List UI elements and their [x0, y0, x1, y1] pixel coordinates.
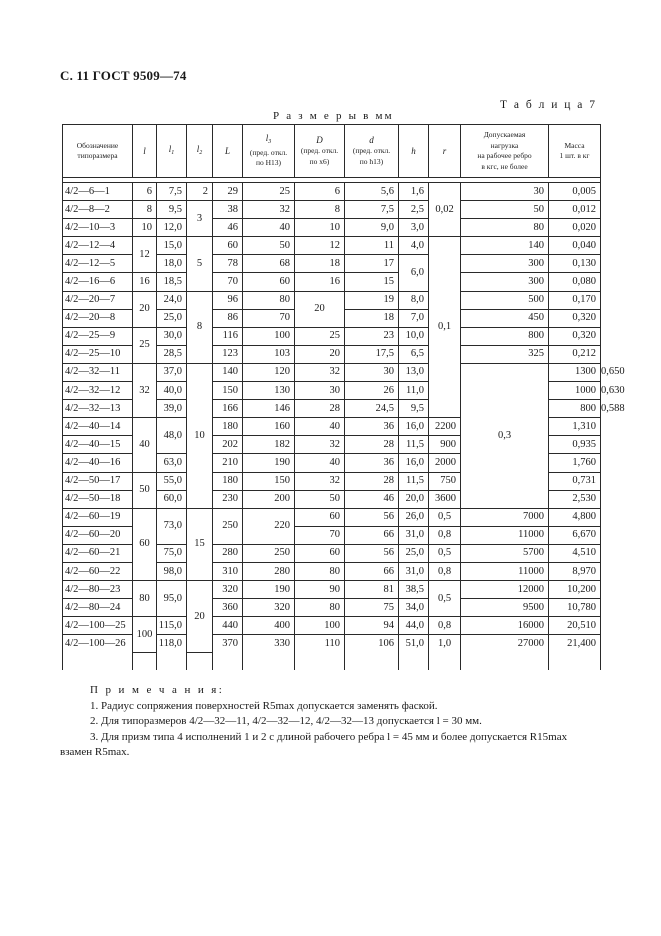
- cell-mass: 0,012: [549, 201, 601, 219]
- cell-d: 9,0: [345, 219, 399, 237]
- col-h: h: [399, 125, 429, 178]
- cell-D: 90: [295, 581, 345, 599]
- col-D: D (пред. откл. по x6): [295, 125, 345, 178]
- cell-h: 13,0: [399, 363, 429, 381]
- col-d: d (пред. откл. по h13): [345, 125, 399, 178]
- cell-h: 25,0: [399, 544, 429, 562]
- cell-l3: 146: [243, 400, 295, 418]
- cell-code: 4/2—25—9: [63, 327, 133, 345]
- cell-l3: 70: [243, 309, 295, 327]
- cell-L: 150: [213, 382, 243, 400]
- note-2: 2. Для типоразмеров 4/2—32—11, 4/2—32—12, 4/2—32—13 допускается l = 30 мм.: [90, 715, 482, 727]
- cell-l3: 130: [243, 382, 295, 400]
- cell-mass: 0,130: [549, 255, 601, 273]
- cell-l1: 118,0: [157, 635, 187, 653]
- cell-d: 56: [345, 508, 399, 526]
- cell-load: 325: [461, 345, 549, 363]
- cell-d: 30: [345, 363, 399, 381]
- cell-L: 320: [213, 581, 243, 599]
- cell-D: 8: [295, 201, 345, 219]
- cell-L: 210: [213, 454, 243, 472]
- cell-mass: 6,670: [549, 526, 601, 544]
- cell-load: 11000: [461, 562, 549, 580]
- cell-d: 46: [345, 490, 399, 508]
- cell-l1: 24,0: [157, 291, 187, 309]
- cell-L: 280: [213, 544, 243, 562]
- cell-code: 4/2—60—19: [63, 508, 133, 526]
- cell-h: 16,0: [399, 454, 429, 472]
- cell-D: 30: [295, 382, 345, 400]
- cell-L: 70: [213, 273, 243, 291]
- col-load: Допускаемая нагрузка на рабочее ребро в кгс, не более: [461, 125, 549, 178]
- cell-mass: 4,510: [549, 544, 601, 562]
- cell-h: 38,5: [399, 581, 429, 599]
- table-row: [63, 183, 601, 201]
- cell-l1: 75,0: [157, 544, 187, 562]
- cell-D: 16: [295, 273, 345, 291]
- cell-l1: 63,0: [157, 454, 187, 472]
- cell-D: 80: [295, 562, 345, 580]
- cell-l1: 115,0: [157, 617, 187, 635]
- cell-code: 4/2—40—15: [63, 436, 133, 454]
- cell-l: 25: [133, 327, 157, 363]
- cell-mass: 0,212: [549, 345, 601, 363]
- cell-l1: 28,5: [157, 345, 187, 363]
- cell-l: 16: [133, 273, 157, 291]
- cell-code: 4/2—32—13: [63, 400, 133, 418]
- cell-L: 360: [213, 599, 243, 617]
- cell-D: 40: [295, 454, 345, 472]
- cell-mass: 2,530: [549, 490, 601, 508]
- table-row: [63, 201, 601, 219]
- cell-l1: 73,0: [157, 508, 187, 544]
- cell-l: 40: [133, 418, 157, 472]
- col-l3: $l_3$ (пред. откл. по H13): [243, 125, 295, 178]
- cell-l3: 32: [243, 201, 295, 219]
- cell-code: 4/2—16—6: [63, 273, 133, 291]
- table-row: [63, 273, 601, 291]
- cell-l1: 37,0: [157, 363, 187, 381]
- cell-d: 66: [345, 562, 399, 580]
- cell-d: 106: [345, 635, 399, 653]
- cell-l3: 50: [243, 237, 295, 255]
- cell-L: 440: [213, 617, 243, 635]
- cell-l3: 320: [243, 599, 295, 617]
- cell-code: 4/2—20—8: [63, 309, 133, 327]
- cell-h: 10,0: [399, 327, 429, 345]
- cell-l3: 182: [243, 436, 295, 454]
- cell-load: 800: [461, 327, 549, 345]
- cell-d: 28: [345, 472, 399, 490]
- cell-d: 17: [345, 255, 399, 273]
- cell-L: 123: [213, 345, 243, 363]
- cell-h: 16,0: [399, 418, 429, 436]
- cell-code: 4/2—60—20: [63, 526, 133, 544]
- cell-L: 166: [213, 400, 243, 418]
- cell-h: 7,0: [399, 309, 429, 327]
- cell-l3: 103: [243, 345, 295, 363]
- cell-d: 5,6: [345, 183, 399, 201]
- cell-r: 0,8: [429, 617, 461, 635]
- cell-l: 60: [133, 508, 157, 580]
- cell-L: 38: [213, 201, 243, 219]
- cell-code: 4/2—32—11: [63, 363, 133, 381]
- cell-l1: 48,0: [157, 418, 187, 454]
- cell-D: 100: [295, 617, 345, 635]
- cell-code: 4/2—100—25: [63, 617, 133, 635]
- cell-l2: 3: [187, 201, 213, 237]
- note-3-line-2: взамен R5max.: [60, 746, 130, 758]
- cell-h: 1,6: [399, 183, 429, 201]
- cell-mass: 0,320: [549, 309, 601, 327]
- cell-mass: 0,170: [549, 291, 601, 309]
- cell-l: 80: [133, 581, 157, 617]
- cell-l1: 55,0: [157, 472, 187, 490]
- cell-l3: 160: [243, 418, 295, 436]
- cell-h: 31,0: [399, 562, 429, 580]
- cell-code: 4/2—20—7: [63, 291, 133, 309]
- cell-L: 78: [213, 255, 243, 273]
- table-row: 4/2—32—12 40,0 150 130 30 26 11,0 1000 0,630: [63, 382, 601, 400]
- cell-r: 0,5: [429, 544, 461, 562]
- cell-l2: 10: [187, 363, 213, 508]
- cell-l1: 39,0: [157, 400, 187, 418]
- cell-L: 60: [213, 237, 243, 255]
- cell-l3: 100: [243, 327, 295, 345]
- cell-code: 4/2—32—12: [63, 382, 133, 400]
- cell-L: 180: [213, 472, 243, 490]
- col-L: L: [213, 125, 243, 178]
- cell-mass: 10,200: [549, 581, 601, 599]
- col-l2: $l_2$: [187, 125, 213, 178]
- cell-l3: 190: [243, 454, 295, 472]
- cell-L: 29: [213, 183, 243, 201]
- cell-l2: 15: [187, 508, 213, 580]
- cell-l3: 60: [243, 273, 295, 291]
- cell-mass: 4,800: [549, 508, 601, 526]
- table-header-row: [63, 125, 601, 178]
- cell-d: 18: [345, 309, 399, 327]
- cell-D: 32: [295, 363, 345, 381]
- cell-L: 370: [213, 635, 243, 653]
- cell-code: 4/2—10—3: [63, 219, 133, 237]
- col-mass: Масса 1 шт. в кг: [549, 125, 601, 178]
- table-row: 4/2—32—11 32 37,0 10 140 120 32 30 13,0 0,3 1300 0,650: [63, 363, 601, 381]
- cell-load: 300: [461, 273, 549, 291]
- cell-D: 110: [295, 635, 345, 653]
- cell-code: 4/2—60—22: [63, 562, 133, 580]
- cell-load: 750: [429, 472, 461, 490]
- cell-mass: 0,005: [549, 183, 601, 201]
- cell-code: 4/2—25—10: [63, 345, 133, 363]
- cell-L: 202: [213, 436, 243, 454]
- cell-load: 50: [461, 201, 549, 219]
- cell-load: 11000: [461, 526, 549, 544]
- cell-L: 180: [213, 418, 243, 436]
- cell-D: 50: [295, 490, 345, 508]
- cell-l1: 98,0: [157, 562, 187, 580]
- col-r: r: [429, 125, 461, 178]
- cell-code: 4/2—50—17: [63, 472, 133, 490]
- cell-l3: 190: [243, 581, 295, 599]
- cell-d: 26: [345, 382, 399, 400]
- sizes-label: Р а з м е р ы в мм: [273, 110, 394, 122]
- cell-D: 32: [295, 472, 345, 490]
- table-row: [63, 508, 601, 526]
- table-row: [63, 291, 601, 309]
- cell-mass: 10,780: [549, 599, 601, 617]
- cell-L: 310: [213, 562, 243, 580]
- cell-h: 26,0: [399, 508, 429, 526]
- cell-D: 60: [295, 544, 345, 562]
- cell-d: 56: [345, 544, 399, 562]
- cell-code: 4/2—80—23: [63, 581, 133, 599]
- cell-l1: 40,0: [157, 382, 187, 400]
- cell-mass: 0,935: [549, 436, 601, 454]
- cell-load: 1300: [549, 363, 601, 381]
- cell-h: 11,5: [399, 436, 429, 454]
- cell-load: 9500: [461, 599, 549, 617]
- cell-mass: 0,080: [549, 273, 601, 291]
- table-bottom-pad: [63, 652, 601, 670]
- cell-r: 0,02: [429, 183, 461, 237]
- cell-d: 75: [345, 599, 399, 617]
- cell-mass: 0,040: [549, 237, 601, 255]
- cell-code: 4/2—12—4: [63, 237, 133, 255]
- cell-l2: 2: [187, 183, 213, 201]
- cell-load: 500: [461, 291, 549, 309]
- cell-L: 46: [213, 219, 243, 237]
- cell-r: 0,8: [429, 562, 461, 580]
- cell-r: 0,1: [429, 237, 461, 418]
- cell-l: 50: [133, 472, 157, 508]
- cell-load: 7000: [461, 508, 549, 526]
- cell-load: 800: [549, 400, 601, 418]
- cell-code: 4/2—100—26: [63, 635, 133, 653]
- cell-code: 4/2—50—18: [63, 490, 133, 508]
- cell-mass: 20,510: [549, 617, 601, 635]
- cell-D: 20: [295, 345, 345, 363]
- cell-D: 40: [295, 418, 345, 436]
- dimensions-table: [62, 124, 625, 670]
- cell-h: 3,0: [399, 219, 429, 237]
- cell-h: 4,0: [399, 237, 429, 255]
- cell-D: 70: [295, 526, 345, 544]
- cell-l3: 280: [243, 562, 295, 580]
- cell-l1: 25,0: [157, 309, 187, 327]
- cell-mass: 0,020: [549, 219, 601, 237]
- cell-d: 15: [345, 273, 399, 291]
- col-l1: $l_1$: [157, 125, 187, 178]
- cell-h: 6,5: [399, 345, 429, 363]
- cell-l: 6: [133, 183, 157, 201]
- cell-code: 4/2—40—16: [63, 454, 133, 472]
- cell-r: 0,5: [429, 508, 461, 526]
- cell-D: 28: [295, 400, 345, 418]
- cell-h: 11,0: [399, 382, 429, 400]
- cell-code: 4/2—60—21: [63, 544, 133, 562]
- cell-d: 19: [345, 291, 399, 309]
- cell-D: 18: [295, 255, 345, 273]
- cell-D: 12: [295, 237, 345, 255]
- cell-l3: 250: [243, 544, 295, 562]
- cell-L: 86: [213, 309, 243, 327]
- cell-h: 31,0: [399, 526, 429, 544]
- cell-l: 100: [133, 617, 157, 653]
- cell-d: 17,5: [345, 345, 399, 363]
- cell-l: 12: [133, 237, 157, 273]
- cell-code: 4/2—40—14: [63, 418, 133, 436]
- col-designation: Обозначение типоразмера: [63, 125, 133, 178]
- cell-l2: 20: [187, 581, 213, 653]
- cell-d: 7,5: [345, 201, 399, 219]
- cell-l1: 30,0: [157, 327, 187, 345]
- cell-d: 94: [345, 617, 399, 635]
- cell-D: 80: [295, 599, 345, 617]
- cell-L: 250: [213, 508, 243, 544]
- cell-L: 96: [213, 291, 243, 309]
- cell-code: 4/2—8—2: [63, 201, 133, 219]
- table-row: [63, 219, 601, 237]
- cell-load: 2000: [429, 454, 461, 472]
- cell-l3: 150: [243, 472, 295, 490]
- cell-h: 34,0: [399, 599, 429, 617]
- cell-h: 2,5: [399, 201, 429, 219]
- cell-d: 36: [345, 454, 399, 472]
- cell-l2: 8: [187, 291, 213, 363]
- note-3-line-1: 3. Для призм типа 4 исполнений 1 и 2 с длиной рабочего ребра l = 45 мм и более допускается R15max: [90, 730, 568, 743]
- table-caption: Т а б л и ц а 7: [500, 99, 598, 111]
- cell-h: 6,0: [399, 255, 429, 291]
- cell-r: 1,0: [429, 635, 461, 653]
- cell-mass: 0,731: [549, 472, 601, 490]
- cell-load: 3600: [429, 490, 461, 508]
- cell-D: 25: [295, 327, 345, 345]
- cell-r: 0,8: [429, 526, 461, 544]
- cell-code: 4/2—6—1: [63, 183, 133, 201]
- table-row: [63, 581, 601, 599]
- cell-d: 81: [345, 581, 399, 599]
- cell-l: 32: [133, 363, 157, 417]
- cell-l: 20: [133, 291, 157, 327]
- cell-load: 140: [461, 237, 549, 255]
- cell-l1: 7,5: [157, 183, 187, 201]
- cell-l1: 18,5: [157, 273, 187, 291]
- cell-h: 9,5: [399, 400, 429, 418]
- cell-L: 230: [213, 490, 243, 508]
- cell-l3: 220: [243, 508, 295, 544]
- table-row: [63, 617, 601, 635]
- cell-load: 16000: [461, 617, 549, 635]
- cell-mass: 21,400: [549, 635, 601, 653]
- col-l: l: [133, 125, 157, 178]
- cell-load: 2200: [429, 418, 461, 436]
- cell-d: 66: [345, 526, 399, 544]
- cell-l1: 60,0: [157, 490, 187, 508]
- cell-L: 140: [213, 363, 243, 381]
- cell-l3: 80: [243, 291, 295, 309]
- cell-h: 44,0: [399, 617, 429, 635]
- cell-l2: 5: [187, 237, 213, 291]
- table-row: [63, 327, 601, 345]
- cell-h: 8,0: [399, 291, 429, 309]
- cell-load: 300: [461, 255, 549, 273]
- cell-l3: 40: [243, 219, 295, 237]
- notes-title: П р и м е ч а н и я:: [90, 684, 225, 696]
- cell-D: 10: [295, 219, 345, 237]
- cell-load: 80: [461, 219, 549, 237]
- cell-r: 0,3: [461, 363, 549, 508]
- cell-mass: 0,320: [549, 327, 601, 345]
- cell-l3: 330: [243, 635, 295, 653]
- cell-l3: 400: [243, 617, 295, 635]
- cell-D: 60: [295, 508, 345, 526]
- cell-h: 11,5: [399, 472, 429, 490]
- cell-code: 4/2—12—5: [63, 255, 133, 273]
- cell-D: 32: [295, 436, 345, 454]
- cell-l1: 9,5: [157, 201, 187, 219]
- cell-L: 116: [213, 327, 243, 345]
- cell-mass: 1,310: [549, 418, 601, 436]
- cell-load: 5700: [461, 544, 549, 562]
- cell-l: 10: [133, 219, 157, 237]
- cell-d: 24,5: [345, 400, 399, 418]
- cell-D: 6: [295, 183, 345, 201]
- cell-d: 11: [345, 237, 399, 255]
- cell-r: 0,5: [429, 581, 461, 617]
- cell-load: 27000: [461, 635, 549, 653]
- page-header: С. 11 ГОСТ 9509—74: [60, 68, 187, 83]
- cell-mass: 1,760: [549, 454, 601, 472]
- notes: [60, 683, 568, 761]
- cell-l1: 18,0: [157, 255, 187, 273]
- cell-load: 30: [461, 183, 549, 201]
- cell-l: 8: [133, 201, 157, 219]
- cell-d: 23: [345, 327, 399, 345]
- table-row: [63, 237, 601, 255]
- cell-l3: 25: [243, 183, 295, 201]
- cell-D: 20: [295, 291, 345, 327]
- cell-load: 1000: [549, 382, 601, 400]
- cell-l3: 200: [243, 490, 295, 508]
- cell-d: 28: [345, 436, 399, 454]
- cell-h: 51,0: [399, 635, 429, 653]
- cell-code: 4/2—80—24: [63, 599, 133, 617]
- cell-l1: 12,0: [157, 219, 187, 237]
- cell-load: 450: [461, 309, 549, 327]
- cell-d: 36: [345, 418, 399, 436]
- table-row: 4/2—32—13 39,0 166 146 28 24,5 9,5 800 0,588: [63, 400, 601, 418]
- cell-load: 900: [429, 436, 461, 454]
- cell-l1: 15,0: [157, 237, 187, 255]
- cell-l3: 68: [243, 255, 295, 273]
- cell-h: 20,0: [399, 490, 429, 508]
- cell-mass: 8,970: [549, 562, 601, 580]
- cell-l3: 120: [243, 363, 295, 381]
- cell-l1: 95,0: [157, 581, 187, 617]
- cell-load: 12000: [461, 581, 549, 599]
- note-1: 1. Радиус сопряжения поверхностей R5max допускается заменять фаской.: [90, 699, 438, 712]
